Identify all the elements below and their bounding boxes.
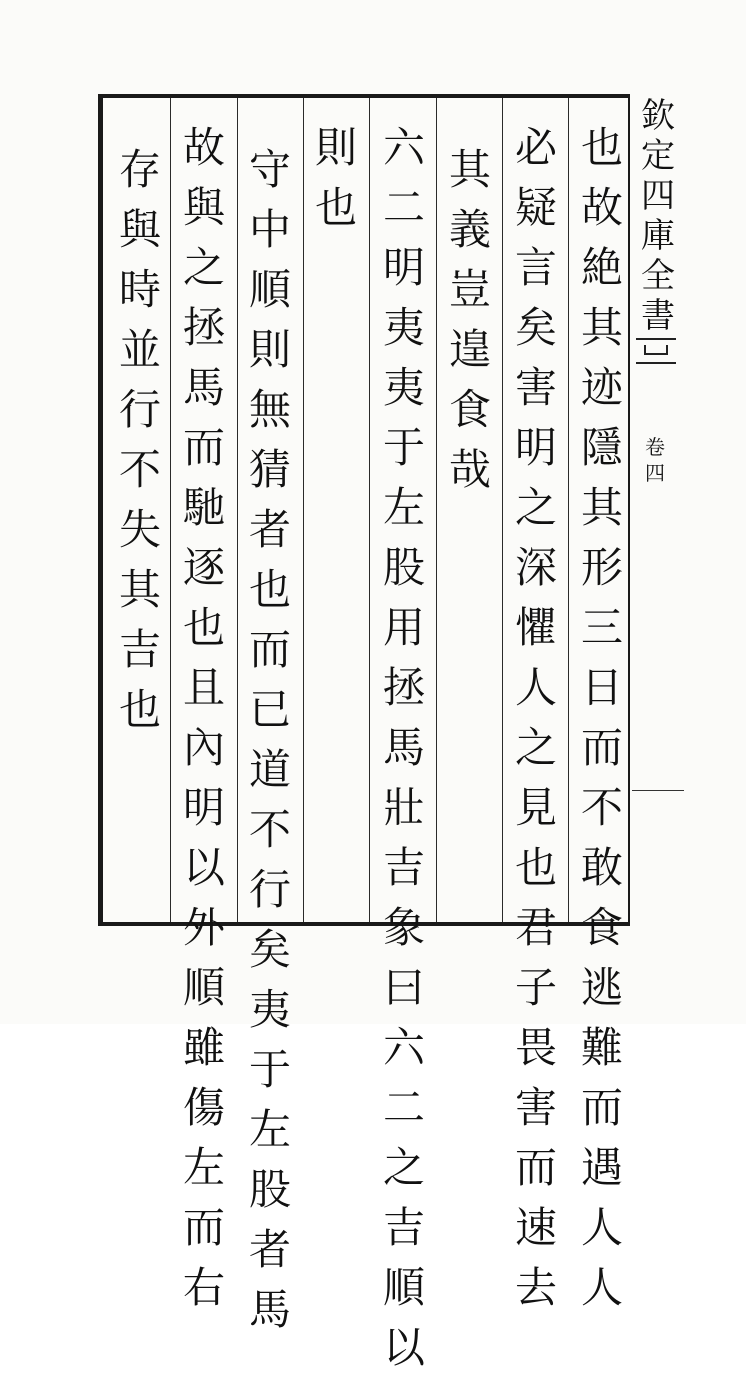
text-char: 故 xyxy=(580,183,623,232)
text-char: 明 xyxy=(382,243,425,292)
text-char: 不 xyxy=(248,805,291,854)
fishtail-ornament xyxy=(636,338,676,364)
text-char: 已 xyxy=(248,685,291,734)
text-char: 也 xyxy=(514,843,557,892)
text-char: 哉 xyxy=(448,445,491,494)
text-char: 與 xyxy=(118,205,161,254)
text-char: 明 xyxy=(514,423,557,472)
text-char: 也 xyxy=(182,603,225,652)
text-char: 以 xyxy=(382,1323,425,1372)
text-char: 其 xyxy=(448,145,491,194)
text-char: 于 xyxy=(382,423,425,472)
text-column-1 xyxy=(572,118,632,1318)
text-char: 也 xyxy=(580,123,623,172)
text-char: 疑 xyxy=(514,183,557,232)
text-char: 右 xyxy=(182,1263,225,1312)
text-char: 而 xyxy=(580,723,623,772)
text-char: 與 xyxy=(182,183,225,232)
text-char: 必 xyxy=(514,123,557,172)
text-char: 也 xyxy=(314,183,357,232)
text-char: 絶 xyxy=(580,243,623,292)
text-char: 深 xyxy=(514,543,557,592)
text-char: 矣 xyxy=(514,303,557,352)
text-char: 無 xyxy=(248,385,291,434)
text-char: 之 xyxy=(382,1143,425,1192)
text-char: 拯 xyxy=(182,303,225,352)
margin-edge-mark xyxy=(632,790,684,791)
text-char: 順 xyxy=(382,1263,425,1312)
text-char: 而 xyxy=(248,625,291,674)
margin-book-title xyxy=(634,96,682,336)
text-char: 人 xyxy=(580,1203,623,1252)
text-char: 左 xyxy=(248,1105,291,1154)
text-char: 之 xyxy=(514,723,557,772)
text-char: 食 xyxy=(448,385,491,434)
text-char: 吉 xyxy=(118,625,161,674)
text-char: 曰 xyxy=(382,963,425,1012)
text-char: 二 xyxy=(382,1083,425,1132)
text-char: 故 xyxy=(182,123,225,172)
text-char: 害 xyxy=(514,363,557,412)
text-char: 守 xyxy=(248,145,291,194)
text-char: 言 xyxy=(514,243,557,292)
text-char: 之 xyxy=(514,483,557,532)
text-char: 夷 xyxy=(382,303,425,352)
text-char: 義 xyxy=(448,205,491,254)
text-column-7 xyxy=(174,118,234,1318)
text-char: 六 xyxy=(382,1023,425,1072)
text-char: 道 xyxy=(248,745,291,794)
text-char: 之 xyxy=(182,243,225,292)
text-char: 夷 xyxy=(248,985,291,1034)
text-char: 壯 xyxy=(382,783,425,832)
column-rule xyxy=(568,98,569,922)
text-char: 馬 xyxy=(248,1285,291,1334)
column-rule xyxy=(237,98,238,922)
margin-title-char: 庫 xyxy=(641,216,675,256)
text-char: 行 xyxy=(118,385,161,434)
text-column-8 xyxy=(110,140,170,740)
text-column-6 xyxy=(240,140,300,1340)
text-char: 人 xyxy=(580,1263,623,1312)
text-char: 馬 xyxy=(182,363,225,412)
text-char: 左 xyxy=(182,1143,225,1192)
column-rule xyxy=(502,98,503,922)
text-char: 迹 xyxy=(580,363,623,412)
text-char: 不 xyxy=(118,445,161,494)
text-char: 遑 xyxy=(448,325,491,374)
text-char: 雖 xyxy=(182,1023,225,1072)
text-char: 不 xyxy=(580,783,623,832)
text-char: 豈 xyxy=(448,265,491,314)
text-char: 食 xyxy=(580,903,623,952)
text-char: 畏 xyxy=(514,1023,557,1072)
text-char: 子 xyxy=(514,963,557,1012)
text-char: 外 xyxy=(182,903,225,952)
text-char: 夷 xyxy=(382,363,425,412)
text-char: 中 xyxy=(248,205,291,254)
text-char: 股 xyxy=(382,543,425,592)
text-column-2 xyxy=(506,118,566,1318)
text-char: 見 xyxy=(514,783,557,832)
text-char: 存 xyxy=(118,145,161,194)
text-char: 而 xyxy=(182,1203,225,1252)
text-char: 吉 xyxy=(382,843,425,892)
text-char: 而 xyxy=(514,1143,557,1192)
text-char: 其 xyxy=(118,565,161,614)
text-char: 形 xyxy=(580,543,623,592)
text-char: 馳 xyxy=(182,483,225,532)
text-char: 于 xyxy=(248,1045,291,1094)
text-char: 拯 xyxy=(382,663,425,712)
text-char: 且 xyxy=(182,663,225,712)
text-char: 害 xyxy=(514,1083,557,1132)
text-char: 遇 xyxy=(580,1143,623,1192)
text-char: 難 xyxy=(580,1023,623,1072)
text-char: 逃 xyxy=(580,963,623,1012)
text-char: 象 xyxy=(382,903,425,952)
text-char: 傷 xyxy=(182,1083,225,1132)
text-column-5 xyxy=(306,118,366,238)
margin-volume-char: 卷 xyxy=(645,435,665,459)
text-char: 時 xyxy=(118,265,161,314)
text-char: 則 xyxy=(314,123,357,172)
text-char: 股 xyxy=(248,1165,291,1214)
margin-title-char: 欽 xyxy=(641,96,675,136)
text-char: 三 xyxy=(580,603,623,652)
text-char: 失 xyxy=(118,505,161,554)
margin-title-char: 全 xyxy=(641,256,675,296)
text-char: 順 xyxy=(248,265,291,314)
text-char: 逐 xyxy=(182,543,225,592)
text-char: 馬 xyxy=(382,723,425,772)
column-rule xyxy=(436,98,437,922)
text-char: 也 xyxy=(118,685,161,734)
margin-title-char: 四 xyxy=(641,176,675,216)
text-char: 敢 xyxy=(580,843,623,892)
text-char: 明 xyxy=(182,783,225,832)
text-char: 順 xyxy=(182,963,225,1012)
text-char: 君 xyxy=(514,903,557,952)
text-char: 並 xyxy=(118,325,161,374)
margin-title-char: 書 xyxy=(641,296,675,336)
text-char: 而 xyxy=(182,423,225,472)
text-char: 其 xyxy=(580,483,623,532)
text-char: 也 xyxy=(248,565,291,614)
text-char: 猜 xyxy=(248,445,291,494)
column-rule xyxy=(303,98,304,922)
text-char: 矣 xyxy=(248,925,291,974)
text-column-3 xyxy=(440,140,500,500)
text-char: 者 xyxy=(248,1225,291,1274)
text-char: 左 xyxy=(382,483,425,532)
text-column-4 xyxy=(374,118,434,1378)
text-char: 速 xyxy=(514,1203,557,1252)
text-char: 用 xyxy=(382,603,425,652)
text-char: 而 xyxy=(580,1083,623,1132)
text-char: 行 xyxy=(248,865,291,914)
margin-title-char: 定 xyxy=(641,136,675,176)
text-char: 內 xyxy=(182,723,225,772)
text-char: 六 xyxy=(382,123,425,172)
text-char: 其 xyxy=(580,303,623,352)
text-char: 以 xyxy=(182,843,225,892)
text-char: 二 xyxy=(382,183,425,232)
column-rule xyxy=(369,98,370,922)
text-char: 去 xyxy=(514,1263,557,1312)
text-char: 隱 xyxy=(580,423,623,472)
text-char: 人 xyxy=(514,663,557,712)
margin-volume-char: 四 xyxy=(645,461,665,485)
margin-volume-label xyxy=(640,434,670,486)
text-char: 懼 xyxy=(514,603,557,652)
text-char: 日 xyxy=(580,663,623,712)
text-char: 吉 xyxy=(382,1203,425,1252)
text-char: 則 xyxy=(248,325,291,374)
column-rule xyxy=(170,98,171,922)
text-char: 者 xyxy=(248,505,291,554)
